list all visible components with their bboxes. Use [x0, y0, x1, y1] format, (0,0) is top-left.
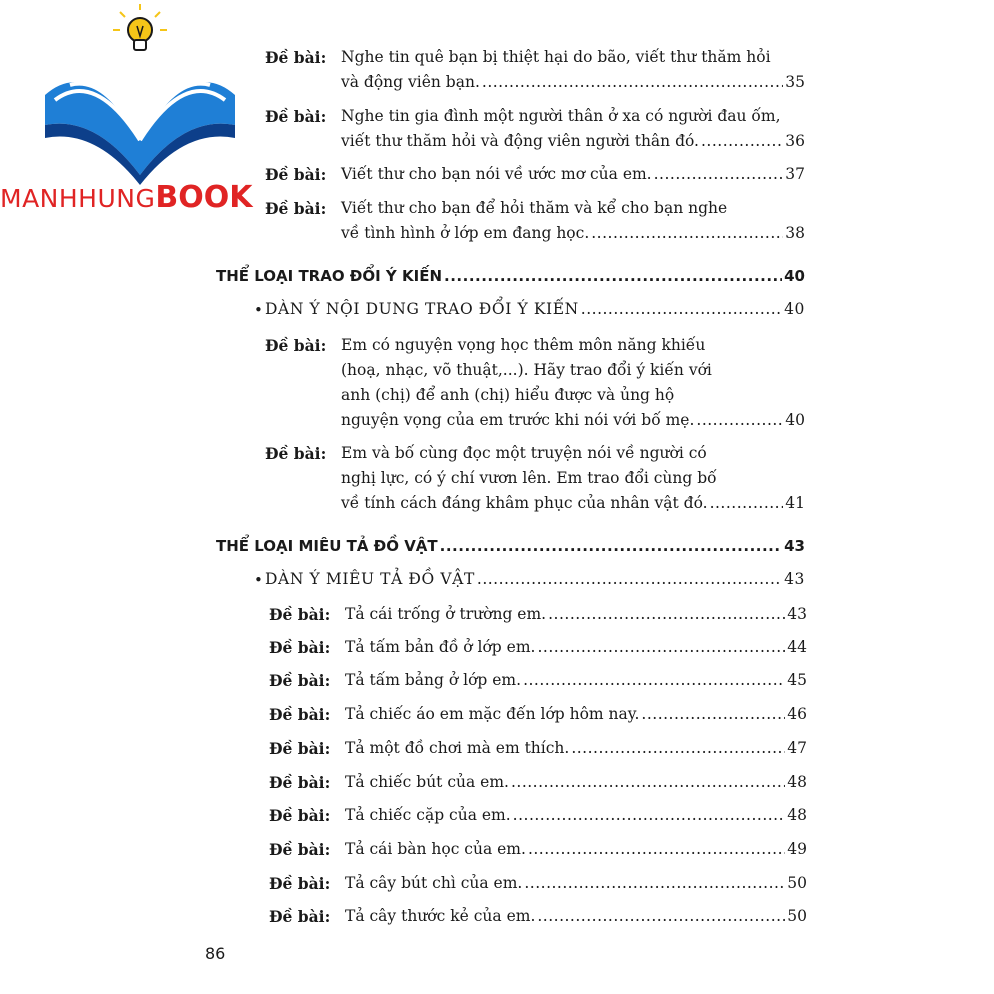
entry-text: Nghe tin gia đình một người thân ở xa có người đau ốm,: [341, 107, 781, 125]
bullet-icon: •: [254, 571, 263, 589]
entry-text: anh (chị) để anh (chị) hiểu được và ủng hộ: [341, 386, 675, 404]
entry-text: Tả cái trống ở trường em.: [345, 605, 547, 623]
entry-text: Tả cây bút chì của em.: [345, 874, 523, 892]
subsection-title: DÀN Ý MIÊU TẢ ĐỒ VẬT: [265, 570, 475, 588]
bullet-icon: •: [254, 301, 263, 319]
entry-page: 36: [785, 132, 805, 150]
entry-text: (hoạ, nhạc, võ thuật,...). Hãy trao đổi ý kiến với: [341, 361, 712, 379]
entry-page: 44: [787, 638, 807, 656]
entry-label: Đề bài:: [269, 806, 331, 825]
brand-wordmark: MANHHUNGBOOK: [0, 180, 253, 215]
entry-page: 45: [787, 671, 807, 689]
section-heading: [216, 264, 805, 289]
entry-label: Đề bài:: [269, 739, 331, 758]
subsection-page: 40: [784, 300, 805, 318]
section-heading: [216, 534, 805, 559]
entry-label: Đề bài:: [265, 199, 327, 218]
entry-label: Đề bài:: [265, 336, 327, 355]
entry-text: Tả tấm bảng ở lớp em.: [345, 671, 522, 689]
entry-text: nghị lực, có ý chí vươn lên. Em trao đổi cùng bố: [341, 469, 717, 487]
entry-page: 48: [787, 806, 807, 824]
entry-text: Nghe tin quê bạn bị thiệt hại do bão, viết thư thăm hỏi: [341, 48, 771, 66]
entry-page: 38: [785, 224, 805, 242]
section-page: 40: [784, 267, 805, 285]
subsection-heading: [265, 297, 805, 322]
entry-text: Tả cây thước kẻ của em.: [345, 907, 536, 925]
entry-page: 35: [785, 73, 805, 91]
entry-text: về tính cách đáng khâm phục của nhân vật đó.: [341, 494, 708, 512]
section-title: THỂ LOẠI MIÊU TẢ ĐỒ VẬT: [216, 537, 438, 555]
entry-text: Tả cái bàn học của em.: [345, 840, 526, 858]
entry-text: Em và bố cùng đọc một truyện nói về người có: [341, 444, 707, 462]
entry-page: 43: [787, 605, 807, 623]
entry-label: Đề bài:: [269, 907, 331, 926]
entry-text: Tả chiếc áo em mặc đến lớp hôm nay.: [345, 705, 640, 723]
entry-page: 48: [787, 773, 807, 791]
open-book-icon: [45, 70, 235, 185]
subsection-page: 43: [784, 570, 805, 588]
entry-page: 50: [787, 874, 807, 892]
entry-page: 47: [787, 739, 807, 757]
entry-label: Đề bài:: [265, 107, 327, 126]
entry-text: và động viên bạn.: [341, 73, 480, 91]
entry-text: Viết thư cho bạn nói về ước mơ của em.: [341, 165, 652, 183]
entry-label: Đề bài:: [269, 840, 331, 859]
entry-text: Tả một đồ chơi mà em thích.: [345, 739, 570, 757]
entry-page: 50: [787, 907, 807, 925]
entry-page: 41: [785, 494, 805, 512]
subsection-heading: [265, 567, 805, 592]
entry-label: Đề bài:: [269, 605, 331, 624]
entry-label: Đề bài:: [265, 48, 327, 67]
entry-label: Đề bài:: [269, 638, 331, 657]
entry-label: Đề bài:: [269, 874, 331, 893]
entry-text: Tả chiếc bút của em.: [345, 773, 509, 791]
lightbulb-icon: [113, 4, 167, 50]
page-number: 86: [205, 944, 226, 963]
entry-label: Đề bài:: [265, 444, 327, 463]
entry-text: Viết thư cho bạn để hỏi thăm và kể cho bạn nghe: [341, 199, 728, 217]
entry-text: Em có nguyện vọng học thêm môn năng khiếu: [341, 336, 706, 354]
entry-label: Đề bài:: [269, 705, 331, 724]
section-page: 43: [784, 537, 805, 555]
entry-page: 40: [785, 411, 805, 429]
section-title: THỂ LOẠI TRAO ĐỔI Ý KIẾN: [216, 267, 443, 285]
entry-text: nguyện vọng của em trước khi nói với bố mẹ.: [341, 411, 695, 429]
entry-label: Đề bài:: [269, 773, 331, 792]
entry-text: Tả tấm bản đồ ở lớp em.: [345, 638, 536, 656]
entry-page: 37: [785, 165, 805, 183]
entry-text: viết thư thăm hỏi và động viên người thân đó.: [341, 132, 699, 150]
entry-text: về tình hình ở lớp em đang học.: [341, 224, 590, 242]
subsection-title: DÀN Ý NỘI DUNG TRAO ĐỔI Ý KIẾN: [265, 300, 579, 318]
entry-label: Đề bài:: [265, 165, 327, 184]
entry-page: 46: [787, 705, 807, 723]
entry-page: 49: [787, 840, 807, 858]
entry-label: Đề bài:: [269, 671, 331, 690]
entry-text: Tả chiếc cặp của em.: [345, 806, 511, 824]
